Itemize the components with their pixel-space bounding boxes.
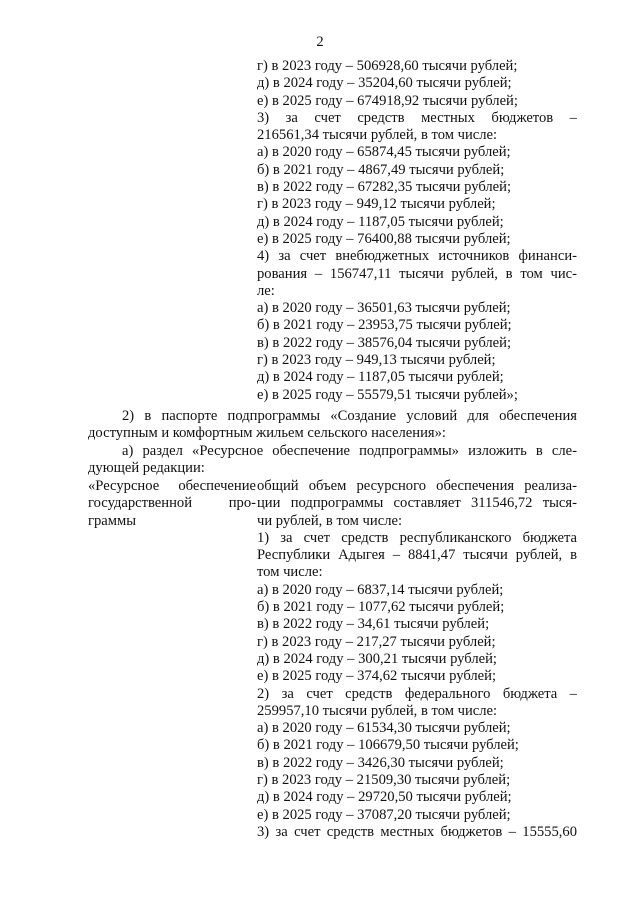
funding-line: а) в 2020 году – 36501,63 тысячи рублей; bbox=[257, 300, 511, 317]
table-left-column bbox=[88, 478, 256, 530]
funding-line: чи рублей, в том числе: bbox=[257, 512, 403, 529]
paragraph-line: доступным и комфортным жильем сельского населения»: bbox=[88, 425, 446, 442]
page-number: 2 bbox=[316, 34, 324, 50]
funding-line: том числе: bbox=[257, 564, 323, 581]
funding-line: 216561,34 тысячи рублей, в том числе: bbox=[257, 127, 498, 144]
funding-line: 3) за счет средств местных бюджетов – bbox=[257, 109, 577, 126]
funding-line: д) в 2024 году – 1187,05 тысячи рублей; bbox=[257, 213, 504, 230]
funding-line: 259957,10 тысячи рублей, в том числе: bbox=[257, 702, 498, 719]
funding-line: е) в 2025 году – 374,62 тысячи рублей; bbox=[257, 668, 497, 685]
funding-line: г) в 2023 году – 217,27 тысячи рублей; bbox=[257, 633, 496, 650]
funding-line: рования – 156747,11 тысячи рублей, в том чис- bbox=[257, 265, 577, 282]
funding-line: е) в 2025 году – 55579,51 тысячи рублей»; bbox=[257, 386, 518, 403]
paragraph-line: дующей редакции: bbox=[88, 460, 205, 477]
funding-line: ции подпрограммы составляет 311546,72 тыся- bbox=[257, 495, 577, 512]
funding-line: а) в 2020 году – 61534,30 тысячи рублей; bbox=[257, 720, 511, 737]
funding-line: 1) за счет средств республиканского бюджета bbox=[257, 529, 577, 546]
funding-line: 3) за счет средств местных бюджетов – 15555,60 bbox=[257, 823, 577, 840]
left-col-word: «Ресурсное bbox=[88, 478, 160, 494]
funding-line: в) в 2022 году – 38576,04 тысячи рублей; bbox=[257, 334, 512, 351]
funding-line: б) в 2021 году – 23953,75 тысячи рублей; bbox=[257, 317, 512, 334]
paragraph-resource-section bbox=[88, 443, 577, 478]
funding-list-top bbox=[257, 58, 577, 404]
funding-line: в) в 2022 году – 67282,35 тысячи рублей; bbox=[257, 179, 512, 196]
left-col-line bbox=[88, 478, 256, 495]
funding-line: общий объем ресурсного обеспечения реализа- bbox=[257, 478, 577, 494]
left-col-line: граммы bbox=[88, 512, 137, 529]
funding-line: 2) за счет средств федерального бюджета – bbox=[257, 685, 577, 702]
left-col-line bbox=[88, 495, 256, 512]
funding-line: д) в 2024 году – 35204,60 тысячи рублей; bbox=[257, 75, 512, 92]
funding-list-bottom bbox=[257, 478, 577, 841]
paragraph-subprogram-passport bbox=[88, 408, 577, 443]
funding-line: в) в 2022 году – 3426,30 тысячи рублей; bbox=[257, 754, 504, 771]
funding-line: Республики Адыгея – 8841,47 тысячи рублей, в bbox=[257, 547, 577, 564]
funding-line: г) в 2023 году – 949,13 тысячи рублей; bbox=[257, 352, 496, 369]
funding-line: е) в 2025 году – 37087,20 тысячи рублей; bbox=[257, 806, 511, 823]
funding-line: г) в 2023 году – 949,12 тысячи рублей; bbox=[257, 196, 496, 213]
funding-line: б) в 2021 году – 4867,49 тысячи рублей; bbox=[257, 161, 505, 178]
funding-line: ле: bbox=[257, 282, 275, 299]
paragraph-line: а) раздел «Ресурсное обеспечение подпрограммы» изложить в сле- bbox=[122, 443, 577, 459]
funding-line: а) в 2020 году – 65874,45 тысячи рублей; bbox=[257, 144, 511, 161]
funding-line: а) в 2020 году – 6837,14 тысячи рублей; bbox=[257, 581, 504, 598]
funding-line: е) в 2025 году – 76400,88 тысячи рублей; bbox=[257, 230, 511, 247]
funding-line: г) в 2023 году – 506928,60 тысячи рублей; bbox=[257, 58, 518, 74]
funding-line: 4) за счет внебюджетных источников финанси- bbox=[257, 248, 577, 265]
funding-line: б) в 2021 году – 1077,62 тысячи рублей; bbox=[257, 599, 505, 616]
paragraph-line: 2) в паспорте подпрограммы «Создание условий для обеспечения bbox=[122, 408, 577, 424]
funding-line: д) в 2024 году – 29720,50 тысячи рублей; bbox=[257, 789, 512, 806]
funding-line: д) в 2024 году – 300,21 тысячи рублей; bbox=[257, 650, 497, 667]
funding-line: б) в 2021 году – 106679,50 тысячи рублей; bbox=[257, 737, 519, 754]
funding-line: в) в 2022 году – 34,61 тысячи рублей; bbox=[257, 616, 490, 633]
left-col-word: государственной bbox=[88, 495, 193, 512]
left-col-word: про- bbox=[228, 495, 256, 512]
funding-line: г) в 2023 году – 21509,30 тысячи рублей; bbox=[257, 772, 511, 789]
funding-line: д) в 2024 году – 1187,05 тысячи рублей; bbox=[257, 369, 504, 386]
funding-line: е) в 2025 году – 674918,92 тысячи рублей; bbox=[257, 92, 518, 109]
left-col-word: обеспечение bbox=[178, 478, 256, 494]
